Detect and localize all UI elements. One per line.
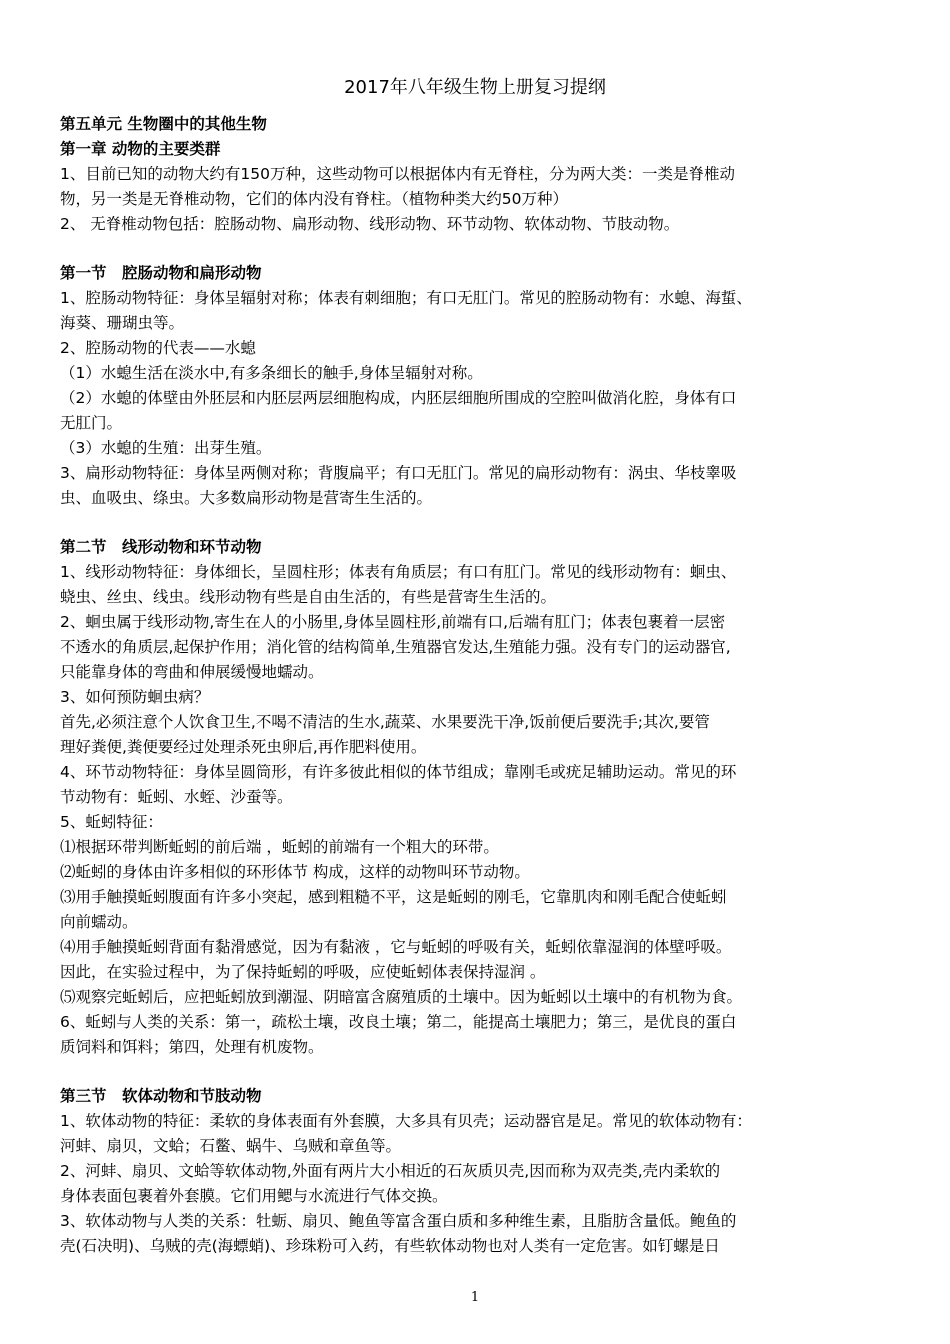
text-line: 壳(石决明)、乌贼的壳(海螵蛸)、珍珠粉可入药，有些软体动物也对人类有一定危害。如钉螺是日	[60, 1237, 720, 1255]
text-line: 5、蚯蚓特征：	[60, 813, 163, 831]
text-line: 3、软体动物与人类的关系：牡蛎、扇贝、鲍鱼等富含蛋白质和多种维生素，且脂肪含量低。鲍鱼的	[60, 1212, 737, 1230]
text-line: ⑸观察完蚯蚓后，应把蚯蚓放到潮湿、阴暗富含腐殖质的土壤中。因为蚯蚓以土壤中的有机物为食。	[60, 988, 743, 1006]
document-title: 2017年八年级生物上册复习提纲	[344, 77, 606, 98]
chapter-heading: 第一章 动物的主要类群	[60, 140, 221, 158]
section-3-body	[60, 1109, 892, 1259]
text-line: 2、蛔虫属于线形动物,寄生在人的小肠里,身体呈圆柱形,前端有口,后端有肛门；体表包裹着一层密	[60, 613, 726, 631]
text-line: 2、 无脊椎动物包括：腔肠动物、扁形动物、线形动物、环节动物、软体动物、节肢动物。	[60, 215, 680, 233]
text-line: 1、腔肠动物特征：身体呈辐射对称；体表有刺细胞；有口无肛门。常见的腔肠动物有：水螅、海蜇、	[60, 289, 752, 307]
text-line: 蛲虫、丝虫、线虫。线形动物有些是自由生活的，有些是营寄生生活的。	[60, 588, 557, 606]
text-line: 4、环节动物特征：身体呈圆筒形，有许多彼此相似的体节组成；靠刚毛或疣足辅助运动。常见的环	[60, 763, 737, 781]
text-line: 1、软体动物的特征：柔软的身体表面有外套膜，大多具有贝壳；运动器官是足。常见的软体动物有：	[60, 1112, 752, 1130]
text-line: 2、腔肠动物的代表——水螅	[60, 339, 256, 357]
text-line: 1、目前已知的动物大约有150万种，这些动物可以根据体内有无脊柱，分为两大类：一类是脊椎动	[60, 165, 735, 183]
text-line: ⑴根据环带判断蚯蚓的前后端 ，蚯蚓的前端有一个粗大的环带。	[60, 838, 499, 856]
text-line: 虫、血吸虫、绦虫。大多数扁形动物是营寄生生活的。	[60, 489, 433, 507]
text-line: 首先,必须注意个人饮食卫生,不喝不清洁的生水,蔬菜、水果要洗干净,饭前便后要洗手;其次,要管	[60, 713, 710, 731]
chapter-intro	[60, 162, 892, 237]
text-line: 只能靠身体的弯曲和伸展缓慢地蠕动。	[60, 663, 324, 681]
text-line: 海葵、珊瑚虫等。	[60, 314, 185, 332]
section-heading-1: 第一节 腔肠动物和扁形动物	[60, 264, 262, 282]
section-heading-2: 第二节 线形动物和环节动物	[60, 538, 262, 556]
text-line: 1、线形动物特征：身体细长，呈圆柱形；体表有角质层；有口有肛门。常见的线形动物有：蛔虫、	[60, 563, 737, 581]
text-line: 2、河蚌、扇贝、文蛤等软体动物,外面有两片大小相近的石灰质贝壳,因而称为双壳类,壳内柔软的	[60, 1162, 721, 1180]
text-line: 3、如何预防蛔虫病？	[60, 688, 210, 706]
text-line: 因此，在实验过程中，为了保持蚯蚓的呼吸，应使蚯蚓体表保持湿润 。	[60, 963, 546, 981]
text-line: 3、扁形动物特征：身体呈两侧对称；背腹扁平；有口无肛门。常见的扁形动物有：涡虫、华枝睾吸	[60, 464, 737, 482]
text-line: 节动物有：蚯蚓、水蛭、沙蚕等。	[60, 788, 293, 806]
text-line: ⑶用手触摸蚯蚓腹面有许多小突起，感到粗糙不平，这是蚯蚓的刚毛，它靠肌肉和刚毛配合使蚯蚓	[60, 888, 727, 906]
section-2-body	[60, 560, 892, 1060]
text-line: 理好粪便,粪便要经过处理杀死虫卵后,再作肥料使用。	[60, 738, 427, 756]
text-line: （2）水螅的体壁由外胚层和内胚层两层细胞构成，内胚层细胞所围成的空腔叫做消化腔，身体有口	[60, 389, 737, 407]
text-line: 身体表面包裹着外套膜。它们用鳃与水流进行气体交换。	[60, 1187, 448, 1205]
page-number: 1	[470, 1290, 480, 1305]
section-1-body	[60, 286, 892, 511]
text-line: （1）水螅生活在淡水中,有多条细长的触手,身体呈辐射对称。	[60, 364, 483, 382]
unit-heading: 第五单元 生物圈中的其他生物	[60, 115, 267, 133]
text-line: 河蚌、扇贝，文蛤；石鳖、蜗牛、乌贼和章鱼等。	[60, 1137, 402, 1155]
text-line: 质饲料和饵料；第四，处理有机废物。	[60, 1038, 324, 1056]
text-line: 不透水的角质层,起保护作用；消化管的结构简单,生殖器官发达,生殖能力强。没有专门的运动器官,	[60, 638, 731, 656]
section-heading-3: 第三节 软体动物和节肢动物	[60, 1087, 262, 1105]
text-line: ⑷用手触摸蚯蚓背面有黏滑感觉，因为有黏液 ，它与蚯蚓的呼吸有关，蚯蚓依靠湿润的体壁呼吸。	[60, 938, 732, 956]
text-line: 6、蚯蚓与人类的关系：第一，疏松土壤，改良土壤；第二，能提高土壤肥力；第三，是优良的蛋白	[60, 1013, 737, 1031]
text-line: 向前蠕动。	[60, 913, 138, 931]
text-line: ⑵蚯蚓的身体由许多相似的环形体节 构成，这样的动物叫环节动物。	[60, 863, 530, 881]
text-line: 无肛门。	[60, 414, 123, 432]
document-body	[60, 112, 892, 1259]
text-line: （3）水螅的生殖：出芽生殖。	[60, 439, 272, 457]
text-line: 物，另一类是无脊椎动物，它们的体内没有脊柱。（植物种类大约50万种）	[60, 190, 568, 208]
